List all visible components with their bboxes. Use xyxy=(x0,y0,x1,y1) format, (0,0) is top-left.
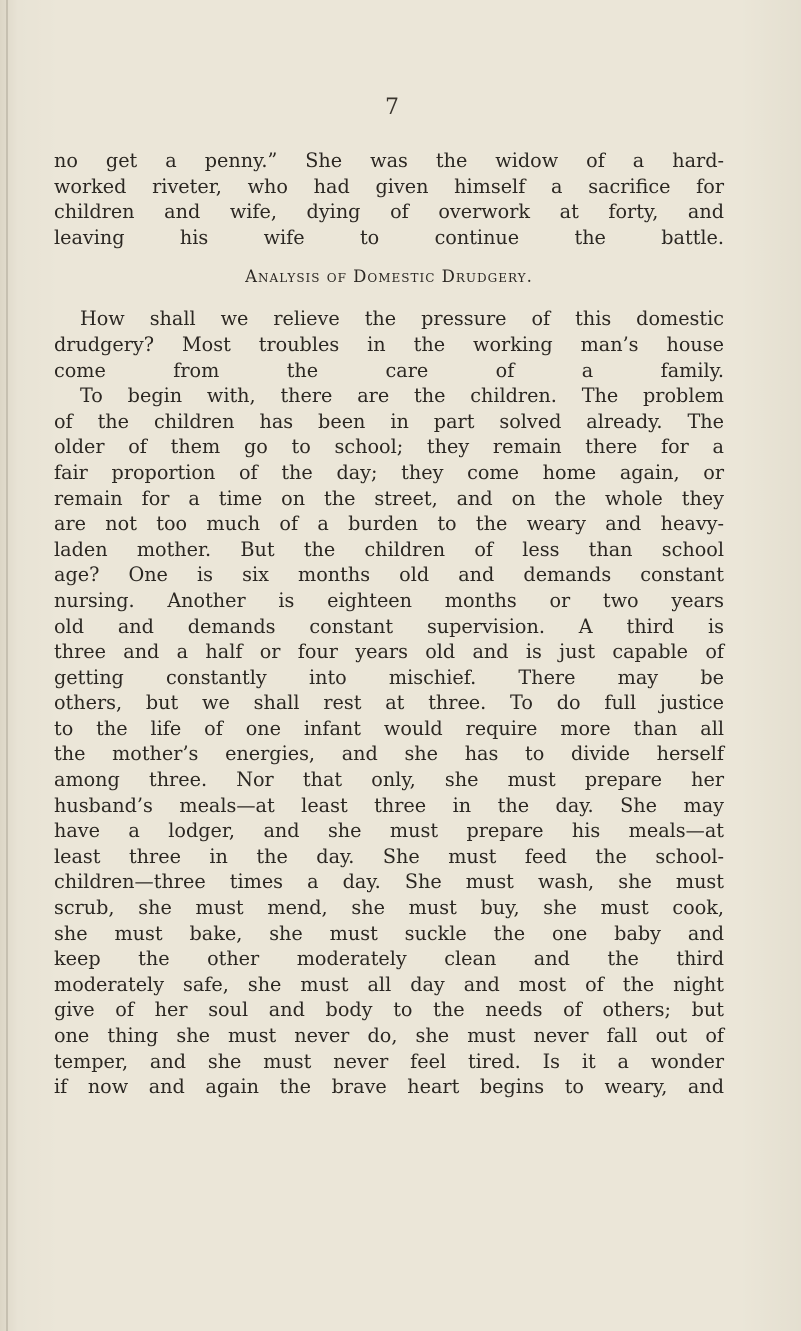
text-line: least three in the day. She must feed the school- xyxy=(54,844,724,868)
text-line: getting constantly into mischief. There may be xyxy=(54,665,724,689)
text-line: To begin with, there are the children. The problem xyxy=(80,384,724,408)
text-line: to the life of one infant would require more than all xyxy=(54,716,724,740)
text-line: temper, and she must never feel tired. Is it a wonder xyxy=(54,1049,724,1073)
text-line: age? One is six months old and demands constant xyxy=(54,563,724,587)
text-line: one thing she must never do, she must never fall out of xyxy=(54,1024,724,1047)
text-line: come from the care of a family. xyxy=(54,358,724,382)
text-line: children—three times a day. She must wash, she must xyxy=(54,870,724,894)
text-line: old and demands constant supervision. A third is xyxy=(54,614,724,638)
text-line: remain for a time on the street, and on the whole they xyxy=(54,486,724,510)
section-heading: Analysis of Domestic Drudgery. xyxy=(245,267,533,287)
text-line: How shall we relieve the pressure of this domestic xyxy=(80,307,724,331)
text-line: if now and again the brave heart begins to weary, and xyxy=(54,1075,724,1099)
text-line: laden mother. But the children of less than school xyxy=(54,537,724,561)
text-line: children and wife, dying of overwork at forty, and xyxy=(54,200,724,224)
text-line: others, but we shall rest at three. To do full justice xyxy=(54,691,724,715)
text-line: among three. Nor that only, she must prepare her xyxy=(54,768,724,792)
text-line: of the children has been in part solved already. The xyxy=(54,409,724,433)
text-line: nursing. Another is eighteen months or two years xyxy=(54,588,724,612)
text-line: older of them go to school; they remain there for a xyxy=(54,435,724,459)
text-line: are not too much of a burden to the weary and heavy- xyxy=(54,512,724,536)
opening-paragraph xyxy=(54,148,724,250)
text-line: worked riveter, who had given himself a sacrifice for xyxy=(54,174,724,198)
text-line: have a lodger, and she must prepare his meals—at xyxy=(54,819,724,843)
text-line: the mother’s energies, and she has to divide herself xyxy=(54,742,724,766)
text-line: husband’s meals—at least three in the day. She may xyxy=(54,793,724,817)
text-line: leaving his wife to continue the battle. xyxy=(54,225,724,249)
page-number: 7 xyxy=(385,95,399,120)
text-line: no get a penny.” She was the widow of a hard- xyxy=(54,149,724,172)
text-line: moderately safe, she must all day and most of the night xyxy=(54,972,724,996)
text-line: she must bake, she must suckle the one baby and xyxy=(54,921,724,945)
text-line: give of her soul and body to the needs of others; but xyxy=(54,998,724,1022)
text-line: drudgery? Most troubles in the working man’s house xyxy=(54,332,724,356)
text-line: three and a half or four years old and is just capable of xyxy=(54,640,724,664)
text-line: scrub, she must mend, she must buy, she must cook, xyxy=(54,896,724,920)
text-line: keep the other moderately clean and the third xyxy=(54,947,724,971)
body-paragraph xyxy=(54,306,724,1099)
text-block xyxy=(54,148,724,1100)
text-line: fair proportion of the day; they come home again, or xyxy=(54,460,724,484)
page-gutter-shadow xyxy=(6,0,8,1331)
